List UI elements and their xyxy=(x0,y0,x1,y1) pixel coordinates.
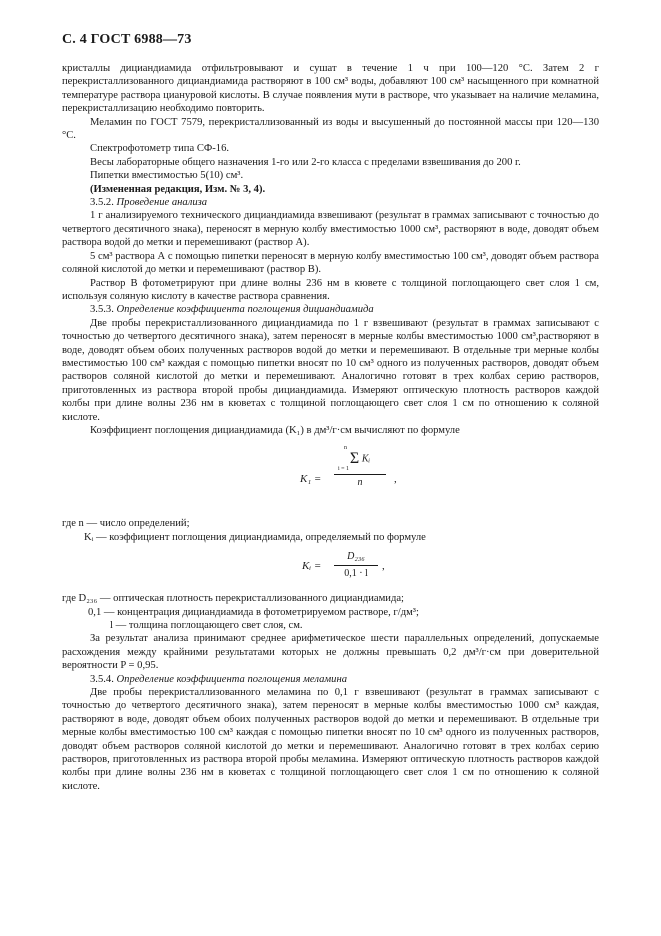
formula-denominator: n xyxy=(357,477,363,489)
where-ki: Kᵢ — коэффициент поглощения дициандиамида, определяемый по формуле xyxy=(84,531,426,543)
paragraph: Две пробы перекристаллизованного дициандиамида по 1 г взвешивают (результат в граммах записывают с точностью до четвертого десятичного знака), затем переносят в мерные колбы вместимостью 1000 см³,растворяют в воде, доводят объем обоих полученных растворов водой до метки и перемешивают. В отдельные три мерные колбы вместимостью 100 см³ каждая с помощью пипетки вносят по 10 см³ одного из полученных растворов, доводят объем растворов соляной кислотой до метки и перемешивают. Аналогично готовят в трех колбах серию растворов, приготовленных из раствора второй пробы дициандиамида. Измеряют оптическую плотность растворов каждой колбы при длине волны 236 нм в кюветах с толщиной поглощающего свет слоя 1 см по отношению к соляной кислоте. xyxy=(62,317,599,423)
paragraph: 5 см³ раствора А с помощью пипетки переносят в мерную колбу вместимостью 100 см³, доводят объем раствора соляной кислотой до метки и перемешивают (раствор В). xyxy=(62,250,599,276)
where-l: l — толщина поглощающего свет слоя, см. xyxy=(110,620,303,631)
paragraph: 1 г анализируемого технического дициандиамида взвешивают (результат в граммах записывают с точностью до четвертого десятичного знака), переносят в мерную колбу вместимостью 1000 см³, растворяют в воде, доводят объем раствора водой до метки и перемешивают (раствор А). xyxy=(62,210,599,249)
sum-term: Kᵢ xyxy=(361,453,371,465)
paragraph: Раствор В фотометрируют при длине волны 236 нм в кювете с толщиной поглощающего свет слоя 1 см, используя соляную кислоту в качестве раствора сравнения. xyxy=(62,277,599,302)
formula-numerator xyxy=(334,445,386,475)
formula-fraction xyxy=(334,550,378,580)
formula-fraction xyxy=(334,445,386,489)
where-concentration: 0,1 — концентрация дициандиамида в фотометрируемом растворе, г/дм³; xyxy=(88,606,419,618)
page-header: С. 4 ГОСТ 6988—73 xyxy=(62,32,192,47)
section-heading-3-5-3 xyxy=(62,303,599,316)
formula-ki xyxy=(62,548,599,588)
paragraph: Пипетки вместимостью 5(10) см³. xyxy=(90,170,244,182)
section-number: 3.5.4. xyxy=(90,673,114,685)
formula-lhs: K₁ = xyxy=(300,473,322,486)
section-number: 3.5.3. xyxy=(90,304,114,316)
section-title: Определение коэффициента поглощения меламина xyxy=(116,673,348,685)
where-d236: где D₂₃₆ — оптическая плотность перекристаллизованного дициандиамида; xyxy=(62,593,404,605)
formula-lhs: Kᵢ = xyxy=(302,560,322,573)
paragraph: кристаллы дициандиамида отфильтровывают и сушат в течение 1 ч при 100—120 °С. Затем 2 г перекристаллизованного дициандиамида растворяют в 100 см³ воды, добавляют 100 см³ насыщенного при комнатной температуре раствора циануровой кислоты. В случае появления мути в растворе, что указывает на наличие меламина, перекристаллизацию необходимо повторить. xyxy=(62,63,599,115)
formula-tail: , xyxy=(382,560,385,573)
section-number: 3.5.2. xyxy=(90,197,114,209)
paragraph: Коэффициент поглощения дициандиамида (K₁) в дм³/г·см вычисляют по формуле xyxy=(90,424,460,436)
paragraph: Весы лабораторные общего назначения 1-го или 2-го класса с пределами взвешивания до 200 г. xyxy=(90,156,521,168)
section-heading-3-5-4 xyxy=(62,673,599,686)
paragraph: За результат анализа принимают среднее арифметическое шести параллельных определений, допускаемые расхождения между крайними результатами которых не должны превышать 0,2 дм³/г·см при доверительной вероятности P = 0,95. xyxy=(62,633,599,672)
formula-tail: , xyxy=(394,473,397,486)
paragraph: Спектрофотометр типа СФ-16. xyxy=(90,143,230,155)
paragraph: Меламин по ГОСТ 7579, перекристаллизованный из воды и высушенный до постоянной массы при 120—130 °С. xyxy=(62,116,599,142)
formula-k1 xyxy=(62,443,599,513)
sum-lower-limit: i = 1 xyxy=(338,466,350,473)
paragraph: Две пробы перекристаллизованного меламина по 0,1 г взвешивают (результат в граммах записывают с точностью до четвертого десятичного знака), затем переносят в мерные колбы вместимостью 1000 см³ каждая, растворяют в воде, доводят объем обоих полученных растворов водой до метки и перемешивают. В отдельные три мерные колбы вместимостью 100 см³ каждая с помощью пипетки вносят по 10 см³ одного из полученных растворов, доводят объем растворов соляной кислотой до метки и перемешивают. Аналогично готовят в трех колбах серию растворов, приготовленных из раствора второй пробы меламина. Измеряют оптическую плотность растворов каждой колбы при длине волны 236 нм в кюветах с толщиной поглощающего свет слоя 1 см по отношению к соляной кислоте. xyxy=(62,687,599,792)
sum-upper-limit: n xyxy=(344,445,347,452)
sum-sign: Σ xyxy=(349,450,360,468)
section-title: Проведение анализа xyxy=(116,197,208,209)
document-body xyxy=(62,62,599,793)
formula-numerator: D₂₃₆ xyxy=(334,550,378,565)
where-n: где n — число определений; xyxy=(62,518,190,530)
section-heading-3-5-2 xyxy=(62,196,599,209)
section-title: Определение коэффициента поглощения дициандиамида xyxy=(116,304,374,316)
formula-denominator: 0,1 · l xyxy=(344,567,368,579)
revision-note: (Измененная редакция, Изм. № 3, 4). xyxy=(90,183,266,195)
